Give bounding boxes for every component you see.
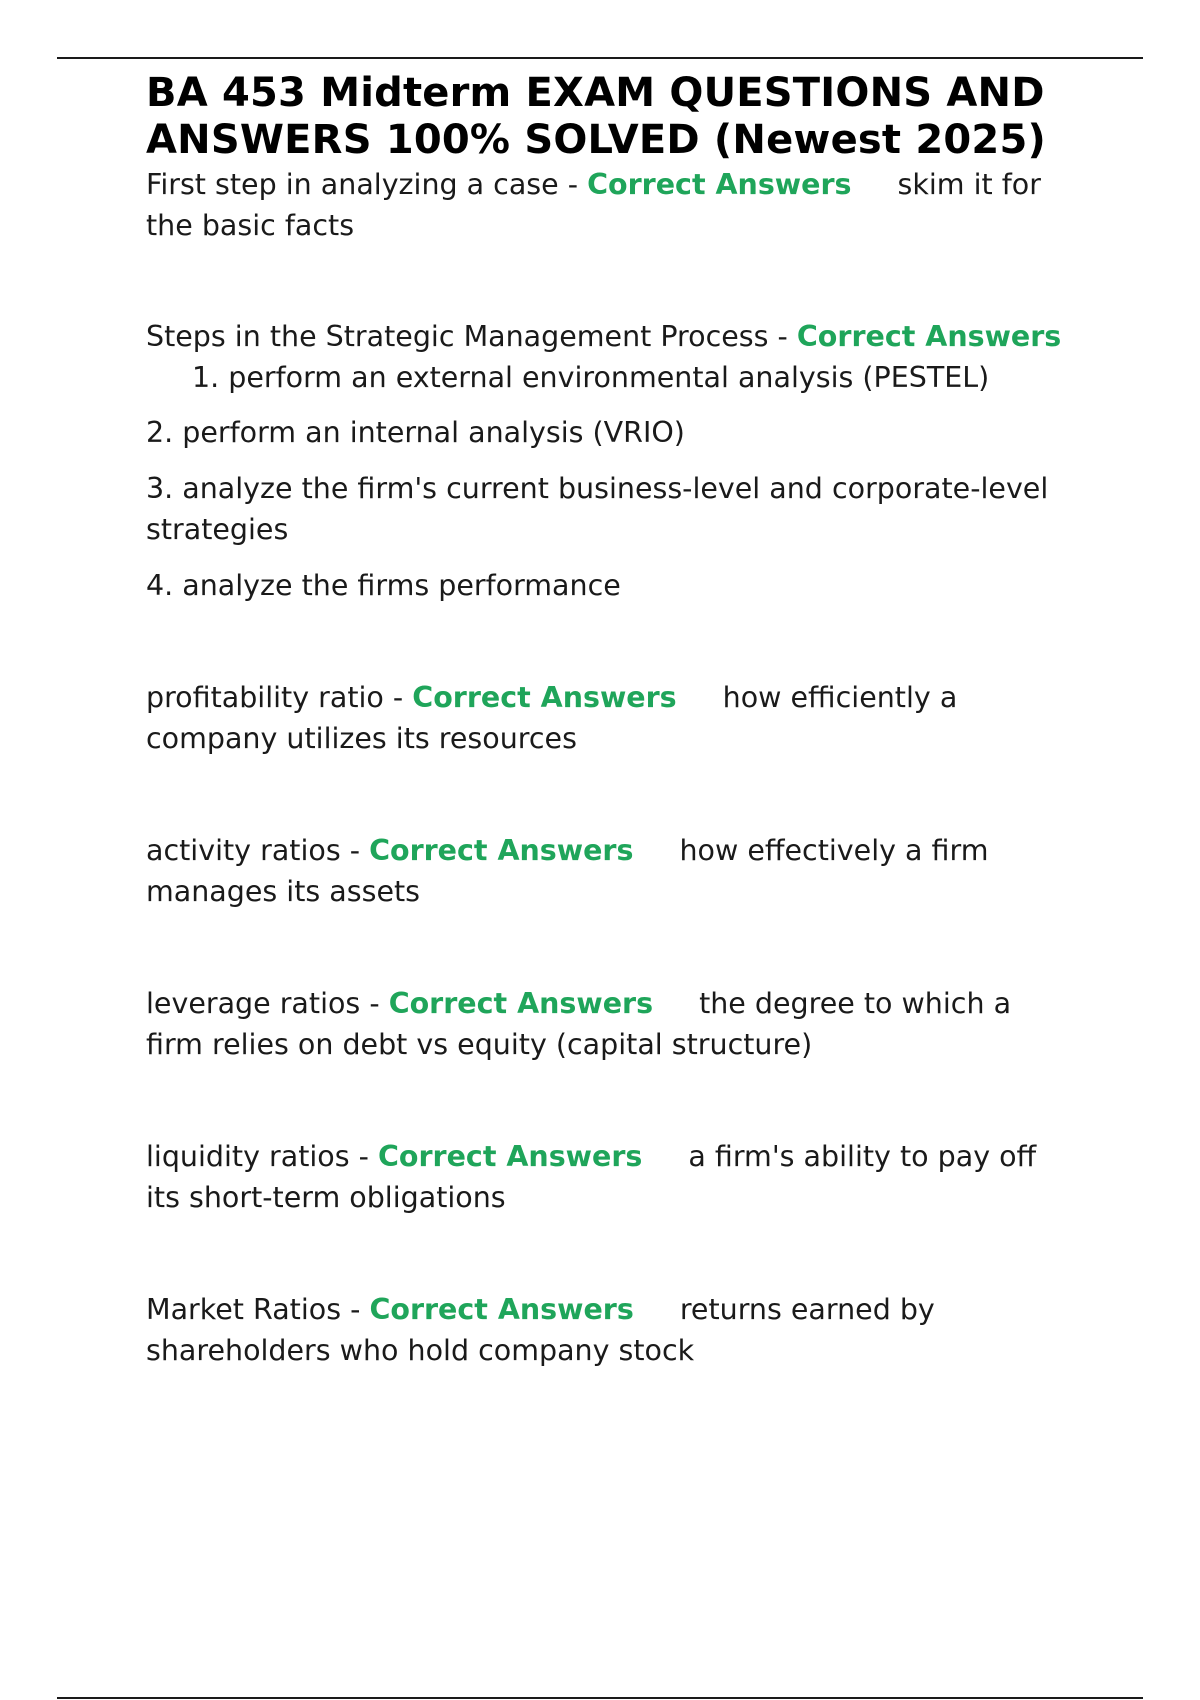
separator: - <box>340 834 370 867</box>
question-text: liquidity ratios <box>146 1140 350 1173</box>
question-text: leverage ratios <box>146 987 361 1020</box>
answer-label: Correct Answers <box>412 681 677 714</box>
answer-text: how effectively a firm manages its assets <box>146 834 989 908</box>
question-text: Market Ratios <box>146 1293 342 1326</box>
qa-item <box>146 830 1066 912</box>
answer-text: a firm's ability to pay off its short-term obligations <box>146 1140 1037 1214</box>
bottom-rule <box>57 1697 1143 1699</box>
answer-text: how efficiently a company utilizes its resources <box>146 681 958 755</box>
answer-text: skim it for the basic facts <box>146 168 1041 242</box>
qa-item <box>146 1136 1066 1218</box>
separator: - <box>360 987 389 1020</box>
separator: - <box>349 1140 378 1173</box>
answer-continuation: 2. perform an internal analysis (VRIO) <box>146 416 685 449</box>
question-text: First step in analyzing a case <box>146 168 559 201</box>
answer-continuation: 3. analyze the firm's current business-level and corporate-level strategies <box>146 472 1049 546</box>
separator: - <box>558 168 588 201</box>
question-text: activity ratios <box>146 834 341 867</box>
answer-text: 1. perform an external environmental analysis (PESTEL) <box>192 361 990 394</box>
qa-item <box>146 164 1066 246</box>
qa-item <box>146 983 1066 1065</box>
answer-text: returns earned by shareholders who hold company stock <box>146 1293 935 1367</box>
answer-label: Correct Answers <box>796 320 1062 353</box>
question-text: profitability ratio <box>146 681 384 714</box>
question-text: Steps in the Strategic Management Process <box>146 320 769 353</box>
answer-continuation: 4. analyze the firms performance <box>146 569 621 602</box>
qa-item <box>146 316 1066 398</box>
page-title: BA 453 Midterm EXAM QUESTIONS AND ANSWERS 100% SOLVED (Newest 2025) <box>146 70 1046 163</box>
qa-item <box>146 677 1066 759</box>
qa-item <box>146 1289 1066 1371</box>
document-body <box>146 70 1066 1371</box>
answer-label: Correct Answers <box>388 987 654 1020</box>
answer-text: the degree to which a firm relies on debt vs equity (capital structure) <box>146 987 1012 1061</box>
answer-label: Correct Answers <box>369 834 634 867</box>
separator: - <box>341 1293 370 1326</box>
separator: - <box>768 320 797 353</box>
answer-label: Correct Answers <box>369 1293 634 1326</box>
top-rule <box>57 57 1143 59</box>
separator: - <box>383 681 413 714</box>
answer-label: Correct Answers <box>587 168 852 201</box>
answer-label: Correct Answers <box>377 1140 643 1173</box>
